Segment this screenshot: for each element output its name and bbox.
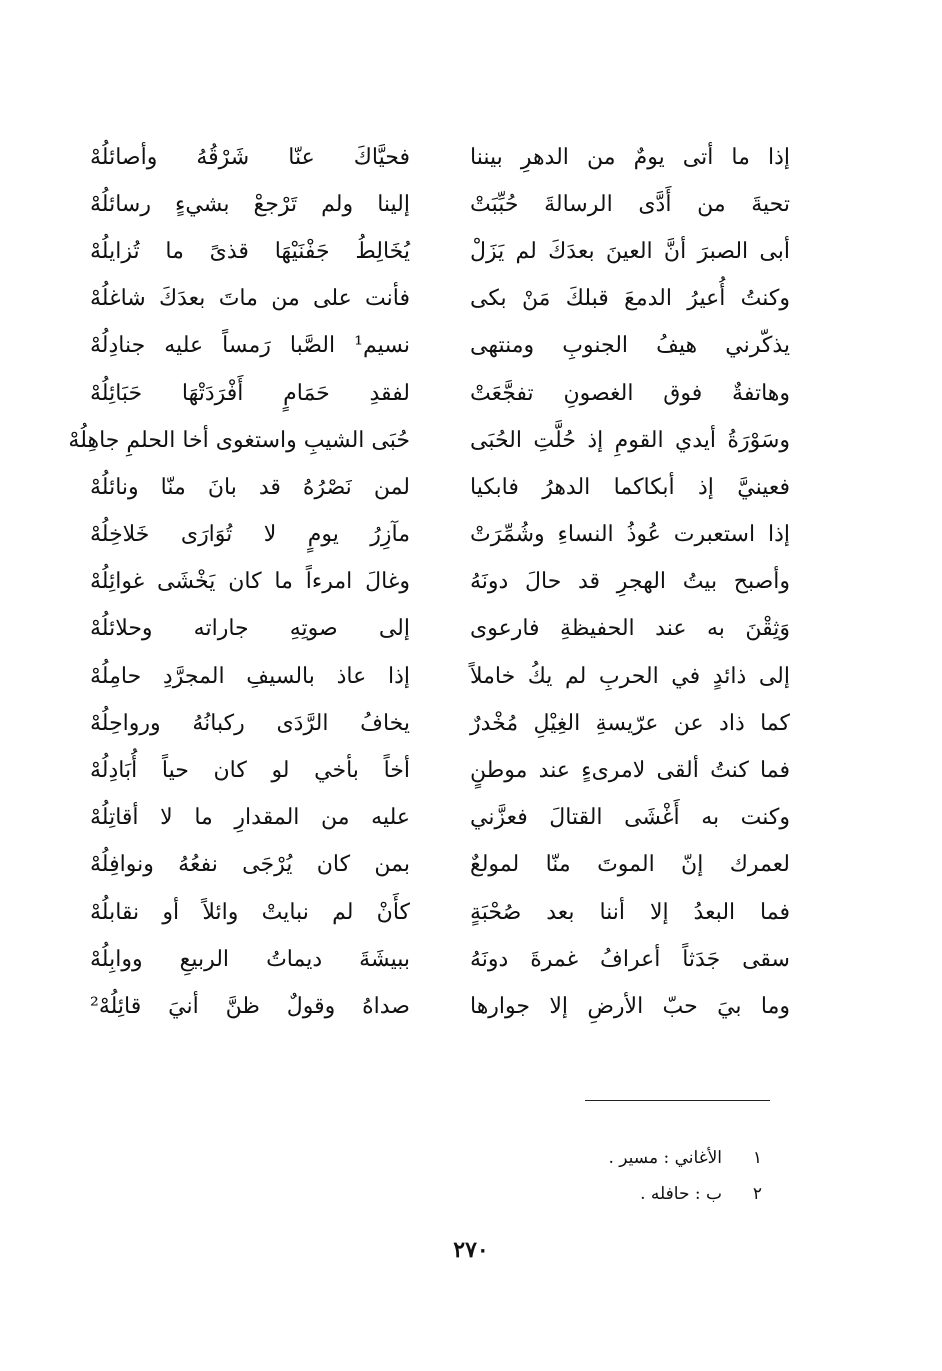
- hemistich-second: وغالَ امرءاً ما كان يَخْشَى غوائِلُهْ: [90, 569, 410, 595]
- page-number: ٢٧٠: [453, 1237, 489, 1263]
- hemistich-second: إلى صوتِهِ جاراته وحلائلُهْ: [90, 616, 410, 642]
- hemistich-first: إلى ذائدٍ في الحربِ لم يكُ خاملاً: [470, 663, 790, 689]
- verse: [90, 276, 790, 323]
- verse: [90, 134, 790, 181]
- hemistich-second: إلينا ولم تَرْجعْ بشيءٍ رسائلُهْ: [90, 191, 410, 217]
- hemistich-first: وأصبح بيتُ الهجرِ قد حالَ دونَهُ: [470, 569, 790, 595]
- hemistich-second: لفقدِ حَمَامٍ أَفْرَدَتْهَا حَبَائِلُهْ: [90, 380, 410, 406]
- hemistich-first: يذكّرني هيفُ الجنوبِ ومنتهى: [470, 333, 790, 359]
- hemistich-first: وما بيَ حبّ الأرضِ إلا جوارها: [470, 993, 790, 1019]
- hemistich-first: كما ذاد عن عرّيسةِ الغِيْلِ مُخْدرٌ: [470, 710, 790, 736]
- hemistich-first: سقى جَدَثاً أعرافُ غمرةَ دونَهُ: [470, 946, 790, 972]
- hemistich-second: نسيم¹ الصَّبا رَمساً عليه جنادِلُهْ: [90, 333, 410, 359]
- hemistich-second: حُبَى الشيبِ واستغوى أخا الحلمِ جاهِلُهْ: [68, 427, 410, 453]
- verse: [90, 559, 790, 606]
- hemistich-second: فأنت على من ماتَ بعدَكَ شاغلُهْ: [90, 286, 410, 312]
- hemistich-first: لعمرك إنّ الموتَ منّا لمولعٌ: [470, 852, 790, 878]
- verse: [90, 983, 790, 1030]
- verse: [90, 606, 790, 653]
- hemistich-first: تحيةَ من أَدَّى الرسالةَ حُبِّبَتْ: [470, 191, 790, 217]
- verse: [90, 464, 790, 511]
- verse: [68, 417, 790, 464]
- footnote-2: [608, 1176, 762, 1212]
- hemistich-first: إذا استعبرت عُوذُ النساءِ وشُمِّرَتْ: [470, 522, 790, 548]
- footnote-number: ١: [752, 1148, 762, 1168]
- hemistich-first: وَثِقْنَ به عند الحفيظةِ فارعوى: [470, 616, 790, 642]
- verse: [90, 842, 790, 889]
- hemistich-second: أخاً بأخي لو كان حياً أُبَادِلُهْ: [90, 758, 410, 784]
- verse: [90, 370, 790, 417]
- footnote-number: ٢: [752, 1184, 762, 1204]
- hemistich-first: وكنتُ أُعيرُ الدمعَ قبلكَ مَنْ بكى: [470, 286, 790, 312]
- hemistich-second: ببيشَةَ ديماتُ الربيعِ ووابِلُهْ: [90, 946, 410, 972]
- hemistich-second: يخافُ الرَّدَى ركبانُهُ ورواحِلُهْ: [90, 710, 410, 736]
- verse: [90, 181, 790, 228]
- verse: [90, 747, 790, 794]
- verse: [90, 889, 790, 936]
- poem: [68, 134, 790, 1031]
- footnote-divider: [585, 1100, 770, 1101]
- hemistich-second: عليه من المقدارِ ما لا أقاتِلُهْ: [90, 805, 410, 831]
- verse: [90, 512, 790, 559]
- hemistich-first: أبى الصبرَ أنَّ العينَ بعدَكَ لم يَزَلْ: [470, 238, 790, 264]
- hemistich-first: وسَوْرَةُ أيدي القومِ إذ حُلَّتِ الحُبَى: [470, 427, 790, 453]
- footnotes: [608, 1140, 762, 1212]
- verse: [90, 700, 790, 747]
- hemistich-second: لمن نَصْرُهُ قد بانَ منّا ونائلُهْ: [90, 474, 410, 500]
- hemistich-second: إذا عاذ بالسيفِ المجرَّدِ حامِلُهْ: [90, 663, 410, 689]
- footnote-text: ب : حافله .: [640, 1184, 722, 1204]
- footnote-1: [608, 1140, 762, 1176]
- hemistich-second: بمن كان يُرْجَى نفعُهُ ونوافِلُهْ: [90, 852, 410, 878]
- hemistich-second: يُخَالِطُ جَفْنَيْهَا قذىً ما تُزايلُهْ: [90, 238, 410, 264]
- hemistich-first: فعينيَّ إذ أبكاكما الدهرُ فابكيا: [470, 474, 790, 500]
- verse: [90, 795, 790, 842]
- hemistich-first: إذا ما أتى يومٌ من الدهرِ بيننا: [470, 144, 790, 170]
- hemistich-second: كأَنْ لم نبايتْ وائلاً أو نقابلُهْ: [90, 899, 410, 925]
- hemistich-first: وهاتفةٌ فوق الغصونِ تفجَّعَتْ: [470, 380, 790, 406]
- footnote-text: الأغاني : مسير .: [608, 1148, 722, 1168]
- hemistich-second: مآزِرُ يومٍ لا تُوَارَى خَلاخِلُهْ: [90, 522, 410, 548]
- hemistich-first: فما البعدُ إلا أننا بعد صُحْبَةٍ: [470, 899, 790, 925]
- verse: [90, 228, 790, 275]
- hemistich-first: وكنت به أَغْشَى القتالَ فعزَّني: [470, 805, 790, 831]
- hemistich-first: فما كنتُ ألقى لامرىءٍ عند موطنٍ: [470, 758, 790, 784]
- verse: [90, 936, 790, 983]
- verse: [90, 323, 790, 370]
- hemistich-second: صداهُ وقولٌ ظنَّ أنيَ قائِلُهْ²: [90, 993, 410, 1019]
- hemistich-second: فحيَّاكَ عنّا شَرْقُهُ وأصائلُهْ: [90, 144, 410, 170]
- verse: [90, 653, 790, 700]
